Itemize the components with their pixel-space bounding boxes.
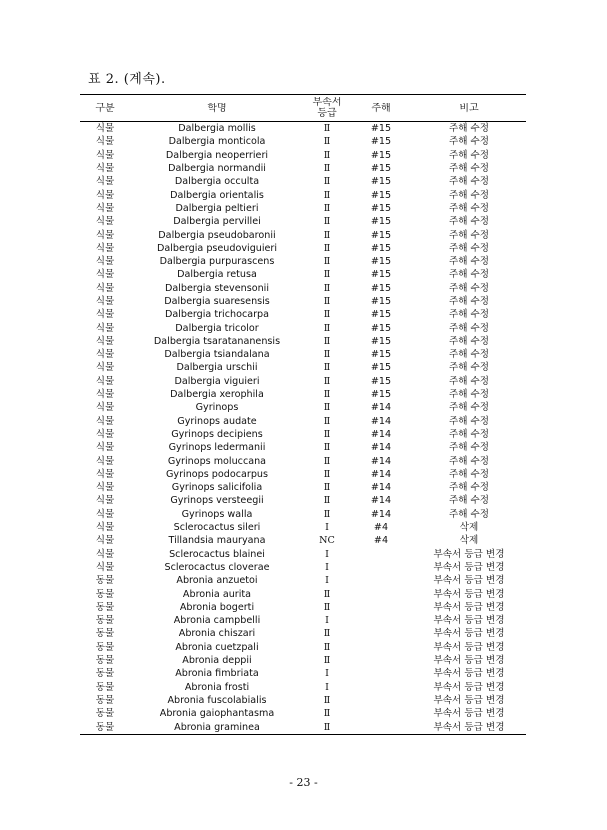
table-row xyxy=(80,308,526,321)
table-row xyxy=(80,268,526,281)
cell-category: 식물 xyxy=(95,163,115,175)
cell-category: 식물 xyxy=(95,561,115,573)
cell-annotation: #4 xyxy=(373,535,389,547)
table-row xyxy=(80,521,526,534)
cell-annotation: #15 xyxy=(370,123,392,135)
cell-scientific-name: Gyrinops podocarpus xyxy=(166,468,268,480)
cell-category: 식물 xyxy=(95,335,115,347)
table-row xyxy=(80,228,526,241)
cell-appendix: Ⅱ xyxy=(323,149,331,161)
cell-remark: 부속서 등급 변경 xyxy=(433,641,505,653)
cell-remark: 주해 수정 xyxy=(448,309,490,321)
cell-category: 식물 xyxy=(95,522,115,534)
cell-appendix: Ⅰ xyxy=(325,548,329,560)
cell-appendix: Ⅱ xyxy=(323,335,331,347)
cell-scientific-name: Dalbergia pervillei xyxy=(173,216,261,228)
cell-remark: 부속서 등급 변경 xyxy=(433,561,505,573)
cell-remark: 부속서 등급 변경 xyxy=(433,615,505,627)
table-row xyxy=(80,641,526,654)
cell-annotation: #15 xyxy=(370,149,392,161)
cell-remark: 부속서 등급 변경 xyxy=(433,708,505,720)
table-row xyxy=(80,255,526,268)
cell-appendix: Ⅱ xyxy=(323,123,331,135)
cell-category: 식물 xyxy=(95,468,115,480)
cell-scientific-name: Gyrinops xyxy=(195,402,239,414)
cell-scientific-name: Dalbergia orientalis xyxy=(170,189,264,201)
cites-table xyxy=(80,94,526,735)
cell-scientific-name: Dalbergia tricolor xyxy=(175,322,259,334)
cell-category: 식물 xyxy=(95,149,115,161)
cell-remark: 주해 수정 xyxy=(448,508,490,520)
cell-appendix: Ⅱ xyxy=(323,694,331,706)
cell-scientific-name: Dalbergia tsaratananensis xyxy=(153,335,281,347)
cell-scientific-name: Abronia aurita xyxy=(182,588,252,600)
table-row xyxy=(80,468,526,481)
cell-annotation: #15 xyxy=(370,229,392,241)
cell-appendix: Ⅰ xyxy=(325,522,329,534)
cell-remark: 주해 수정 xyxy=(448,468,490,480)
cell-annotation: #15 xyxy=(370,282,392,294)
cell-appendix: Ⅱ xyxy=(323,628,331,640)
cell-appendix: Ⅱ xyxy=(323,256,331,268)
cell-scientific-name: Dalbergia purpurascens xyxy=(159,256,275,268)
table-row xyxy=(80,494,526,507)
cell-appendix: Ⅰ xyxy=(325,561,329,573)
table-row xyxy=(80,654,526,667)
cell-scientific-name: Dalbergia pseudoviguieri xyxy=(156,242,278,254)
page-number: - 23 - xyxy=(289,776,318,789)
cell-appendix: Ⅰ xyxy=(325,615,329,627)
table-row xyxy=(80,441,526,454)
table-row xyxy=(80,348,526,361)
cell-category: 식물 xyxy=(95,415,115,427)
header-annotation: 주해 xyxy=(371,102,391,114)
cell-remark: 주해 수정 xyxy=(448,322,490,334)
cell-remark: 주해 수정 xyxy=(448,202,490,214)
cell-scientific-name: Abronia chiszari xyxy=(178,628,256,640)
cell-appendix: Ⅱ xyxy=(323,229,331,241)
cell-scientific-name: Dalbergia viguieri xyxy=(174,375,260,387)
table-row xyxy=(80,601,526,614)
cell-scientific-name: Abronia deppii xyxy=(182,655,252,667)
cell-appendix: Ⅱ xyxy=(323,455,331,467)
cell-annotation: #15 xyxy=(370,296,392,307)
cell-scientific-name: Dalbergia occulta xyxy=(174,176,260,188)
cell-category: 식물 xyxy=(95,229,115,241)
cell-scientific-name: Abronia frosti xyxy=(184,681,250,693)
table-row xyxy=(80,388,526,401)
cell-annotation: #15 xyxy=(370,136,392,148)
cell-remark: 주해 수정 xyxy=(448,362,490,374)
cell-appendix: Ⅱ xyxy=(323,136,331,148)
cell-category: 식물 xyxy=(95,269,115,281)
cell-appendix: Ⅱ xyxy=(323,189,331,201)
table-row xyxy=(80,175,526,188)
cell-remark: 주해 수정 xyxy=(448,375,490,387)
cell-appendix: Ⅱ xyxy=(323,468,331,480)
cell-appendix: Ⅱ xyxy=(323,415,331,427)
cell-category: 식물 xyxy=(95,455,115,467)
cell-scientific-name: Dalbergia mollis xyxy=(178,123,256,135)
cell-remark: 주해 수정 xyxy=(448,163,490,175)
cell-remark: 주해 수정 xyxy=(448,123,490,135)
cell-remark: 주해 수정 xyxy=(448,136,490,148)
cell-scientific-name: Dalbergia pseudobaronii xyxy=(158,229,276,241)
cell-category: 식물 xyxy=(95,309,115,321)
cell-scientific-name: Dalbergia peltieri xyxy=(175,202,259,214)
table-row xyxy=(80,614,526,627)
table-row xyxy=(80,667,526,680)
cell-scientific-name: Dalbergia tsiandalana xyxy=(164,349,270,361)
cell-annotation: #14 xyxy=(370,442,392,454)
cell-scientific-name: Gyrinops decipiens xyxy=(171,428,263,440)
table-row xyxy=(80,202,526,215)
cell-annotation: #15 xyxy=(370,322,392,334)
cell-remark: 주해 수정 xyxy=(448,402,490,414)
cell-annotation: #14 xyxy=(370,508,392,520)
table-row xyxy=(80,508,526,521)
cell-annotation: #15 xyxy=(370,309,392,321)
cell-category: 동물 xyxy=(95,575,115,587)
cell-remark: 주해 수정 xyxy=(448,149,490,161)
cell-appendix: Ⅱ xyxy=(323,309,331,321)
cell-appendix: Ⅱ xyxy=(323,362,331,374)
cell-annotation: #15 xyxy=(370,362,392,374)
cell-remark: 주해 수정 xyxy=(448,482,490,494)
cell-scientific-name: Abronia gaiophantasma xyxy=(159,708,275,720)
cell-appendix: Ⅱ xyxy=(323,588,331,600)
table-row xyxy=(80,694,526,707)
cell-category: 동물 xyxy=(95,694,115,706)
table-row xyxy=(80,548,526,561)
cell-appendix: Ⅱ xyxy=(323,282,331,294)
table-header xyxy=(80,94,526,122)
cell-remark: 부속서 등급 변경 xyxy=(433,575,505,587)
table-row xyxy=(80,401,526,414)
cell-remark: 부속서 등급 변경 xyxy=(433,588,505,600)
cell-category: 동물 xyxy=(95,668,115,680)
cell-category: 동물 xyxy=(95,615,115,627)
cell-remark: 주해 수정 xyxy=(448,216,490,228)
cell-scientific-name: Dalbergia normandii xyxy=(168,163,266,175)
cell-category: 식물 xyxy=(95,375,115,387)
cell-remark: 주해 수정 xyxy=(448,495,490,507)
table-row xyxy=(80,561,526,574)
cell-appendix: Ⅰ xyxy=(325,681,329,693)
cell-appendix: Ⅱ xyxy=(323,296,331,307)
table-row xyxy=(80,454,526,467)
cell-scientific-name: Abronia fimbriata xyxy=(175,668,259,680)
cell-annotation: #14 xyxy=(370,415,392,427)
cell-remark: 주해 수정 xyxy=(448,349,490,361)
cell-scientific-name: Dalbergia monticola xyxy=(168,136,266,148)
cell-appendix: Ⅱ xyxy=(323,641,331,653)
cell-scientific-name: Dalbergia xerophila xyxy=(170,389,264,401)
cell-remark: 주해 수정 xyxy=(448,189,490,201)
cell-remark: 부속서 등급 변경 xyxy=(433,628,505,640)
cell-scientific-name: Abronia campbelli xyxy=(173,615,261,627)
cell-category: 식물 xyxy=(95,362,115,374)
cell-remark: 삭제 xyxy=(459,535,479,547)
cell-category: 식물 xyxy=(95,216,115,228)
table-row xyxy=(80,335,526,348)
cell-remark: 주해 수정 xyxy=(448,455,490,467)
cell-scientific-name: Sclerocactus sileri xyxy=(173,522,261,534)
table-caption: 표 2. (계속). xyxy=(88,72,166,87)
cell-appendix: Ⅰ xyxy=(325,575,329,587)
cell-category: 식물 xyxy=(95,202,115,214)
cell-remark: 주해 수정 xyxy=(448,442,490,454)
cell-category: 식물 xyxy=(95,535,115,547)
table-row xyxy=(80,122,526,135)
cell-remark: 부속서 등급 변경 xyxy=(433,548,505,560)
cell-annotation: #14 xyxy=(370,428,392,440)
table-row xyxy=(80,188,526,201)
cell-appendix: Ⅱ xyxy=(323,389,331,401)
cell-appendix: Ⅱ xyxy=(323,375,331,387)
cell-remark: 부속서 등급 변경 xyxy=(433,668,505,680)
cell-remark: 부속서 등급 변경 xyxy=(433,601,505,613)
cell-category: 동물 xyxy=(95,601,115,613)
cell-category: 동물 xyxy=(95,641,115,653)
table-row xyxy=(80,282,526,295)
header-remark: 비고 xyxy=(459,102,479,114)
cell-remark: 주해 수정 xyxy=(448,428,490,440)
cell-category: 동물 xyxy=(95,721,115,733)
cell-scientific-name: Dalbergia retusa xyxy=(177,269,257,281)
table-row xyxy=(80,295,526,308)
cell-remark: 주해 수정 xyxy=(448,269,490,281)
cell-scientific-name: Dalbergia neoperrieri xyxy=(165,149,269,161)
cell-annotation: #14 xyxy=(370,468,392,480)
table-row xyxy=(80,375,526,388)
table-row xyxy=(80,162,526,175)
cell-appendix: Ⅱ xyxy=(323,442,331,454)
table-row xyxy=(80,574,526,587)
cell-category: 식물 xyxy=(95,548,115,560)
table-row xyxy=(80,481,526,494)
cell-scientific-name: Tillandsia mauryana xyxy=(168,535,266,547)
cell-remark: 주해 수정 xyxy=(448,229,490,241)
cell-annotation: #15 xyxy=(370,189,392,201)
cell-scientific-name: Dalbergia trichocarpa xyxy=(164,309,270,321)
cell-annotation: #14 xyxy=(370,455,392,467)
cell-category: 식물 xyxy=(95,242,115,254)
cell-remark: 주해 수정 xyxy=(448,242,490,254)
cell-appendix: Ⅱ xyxy=(323,601,331,613)
cell-category: 식물 xyxy=(95,495,115,507)
table-row xyxy=(80,428,526,441)
cell-appendix: Ⅱ xyxy=(323,482,331,494)
cell-scientific-name: Abronia cuetzpali xyxy=(175,641,259,653)
cell-category: 식물 xyxy=(95,282,115,294)
cell-appendix: Ⅱ xyxy=(323,349,331,361)
table-row xyxy=(80,321,526,334)
cell-scientific-name: Abronia anzuetoi xyxy=(176,575,258,587)
table-row xyxy=(80,215,526,228)
cell-appendix: Ⅱ xyxy=(323,402,331,414)
cell-remark: 부속서 등급 변경 xyxy=(433,681,505,693)
cell-category: 식물 xyxy=(95,482,115,494)
cell-category: 동물 xyxy=(95,655,115,667)
cell-annotation: #15 xyxy=(370,256,392,268)
table-row xyxy=(80,534,526,547)
cell-scientific-name: Gyrinops salicifolia xyxy=(171,482,263,494)
cell-remark: 부속서 등급 변경 xyxy=(433,694,505,706)
cell-annotation: #15 xyxy=(370,216,392,228)
cell-appendix: Ⅱ xyxy=(323,721,331,733)
cell-appendix: Ⅱ xyxy=(323,242,331,254)
table-row xyxy=(80,361,526,374)
cell-category: 식물 xyxy=(95,296,115,307)
table-row xyxy=(80,135,526,148)
cell-annotation: #15 xyxy=(370,242,392,254)
cell-remark: 부속서 등급 변경 xyxy=(433,655,505,667)
table-bottom-rule xyxy=(80,734,526,735)
cell-scientific-name: Dalbergia stevensonii xyxy=(165,282,269,294)
cell-annotation: #15 xyxy=(370,349,392,361)
cell-annotation: #4 xyxy=(373,522,389,534)
cell-category: 동물 xyxy=(95,628,115,640)
cell-category: 동물 xyxy=(95,708,115,720)
cell-scientific-name: Gyrinops ledermanii xyxy=(168,442,266,454)
cell-appendix: Ⅱ xyxy=(323,322,331,334)
cell-scientific-name: Gyrinops audate xyxy=(177,415,257,427)
cell-appendix: Ⅱ xyxy=(323,163,331,175)
cell-scientific-name: Sclerocactus cloverae xyxy=(164,561,270,573)
cell-remark: 주해 수정 xyxy=(448,256,490,268)
header-scientific-name: 학명 xyxy=(207,102,227,114)
cell-appendix: Ⅱ xyxy=(323,176,331,188)
cell-appendix: Ⅰ xyxy=(325,668,329,680)
cell-scientific-name: Gyrinops walla xyxy=(181,508,253,520)
cell-scientific-name: Abronia fuscolabialis xyxy=(167,694,267,706)
cell-annotation: #14 xyxy=(370,482,392,494)
cell-appendix: Ⅱ xyxy=(323,202,331,214)
cell-remark: 삭제 xyxy=(459,522,479,534)
cell-category: 식물 xyxy=(95,256,115,268)
cell-category: 동물 xyxy=(95,681,115,693)
cell-scientific-name: Abronia bogerti xyxy=(179,601,255,613)
table-body xyxy=(80,122,526,734)
table-row xyxy=(80,680,526,693)
cell-scientific-name: Abronia graminea xyxy=(174,721,260,733)
table-row xyxy=(80,242,526,255)
cell-remark: 주해 수정 xyxy=(448,415,490,427)
table-row xyxy=(80,627,526,640)
cell-category: 식물 xyxy=(95,322,115,334)
header-appendix: 부속서 등급 xyxy=(312,97,342,119)
cell-annotation: #15 xyxy=(370,269,392,281)
cell-scientific-name: Gyrinops versteegii xyxy=(170,495,264,507)
table-row xyxy=(80,415,526,428)
cell-category: 식물 xyxy=(95,389,115,401)
cell-category: 식물 xyxy=(95,428,115,440)
cell-remark: 주해 수정 xyxy=(448,176,490,188)
cell-scientific-name: Sclerocactus blainei xyxy=(169,548,265,560)
cell-remark: 주해 수정 xyxy=(448,282,490,294)
cell-annotation: #14 xyxy=(370,402,392,414)
cell-category: 식물 xyxy=(95,508,115,520)
cell-appendix: Ⅱ xyxy=(323,708,331,720)
cell-appendix: NC xyxy=(319,535,335,547)
cell-category: 식물 xyxy=(95,349,115,361)
cell-category: 동물 xyxy=(95,588,115,600)
cell-annotation: #15 xyxy=(370,163,392,175)
cell-annotation: #15 xyxy=(370,202,392,214)
cell-category: 식물 xyxy=(95,176,115,188)
cell-remark: 부속서 등급 변경 xyxy=(433,721,505,733)
cell-remark: 주해 수정 xyxy=(448,389,490,401)
table-row xyxy=(80,149,526,162)
cell-remark: 주해 수정 xyxy=(448,335,490,347)
cell-scientific-name: Dalbergia urschii xyxy=(176,362,258,374)
table-row xyxy=(80,707,526,720)
cell-annotation: #15 xyxy=(370,335,392,347)
cell-appendix: Ⅱ xyxy=(323,216,331,228)
cell-appendix: Ⅱ xyxy=(323,655,331,667)
cell-category: 식물 xyxy=(95,189,115,201)
cell-category: 식물 xyxy=(95,123,115,135)
cell-category: 식물 xyxy=(95,136,115,148)
table-row xyxy=(80,720,526,733)
cell-annotation: #15 xyxy=(370,375,392,387)
cell-appendix: Ⅱ xyxy=(323,495,331,507)
cell-annotation: #14 xyxy=(370,495,392,507)
cell-scientific-name: Gyrinops moluccana xyxy=(167,455,267,467)
table-row xyxy=(80,587,526,600)
cell-appendix: Ⅱ xyxy=(323,428,331,440)
header-category: 구분 xyxy=(95,102,115,114)
cell-appendix: Ⅱ xyxy=(323,269,331,281)
cell-remark: 주해 수정 xyxy=(448,296,490,307)
cell-appendix: Ⅱ xyxy=(323,508,331,520)
cell-category: 식물 xyxy=(95,402,115,414)
cell-annotation: #15 xyxy=(370,176,392,188)
cell-scientific-name: Dalbergia suaresensis xyxy=(164,296,270,307)
cell-category: 식물 xyxy=(95,442,115,454)
cell-annotation: #15 xyxy=(370,389,392,401)
